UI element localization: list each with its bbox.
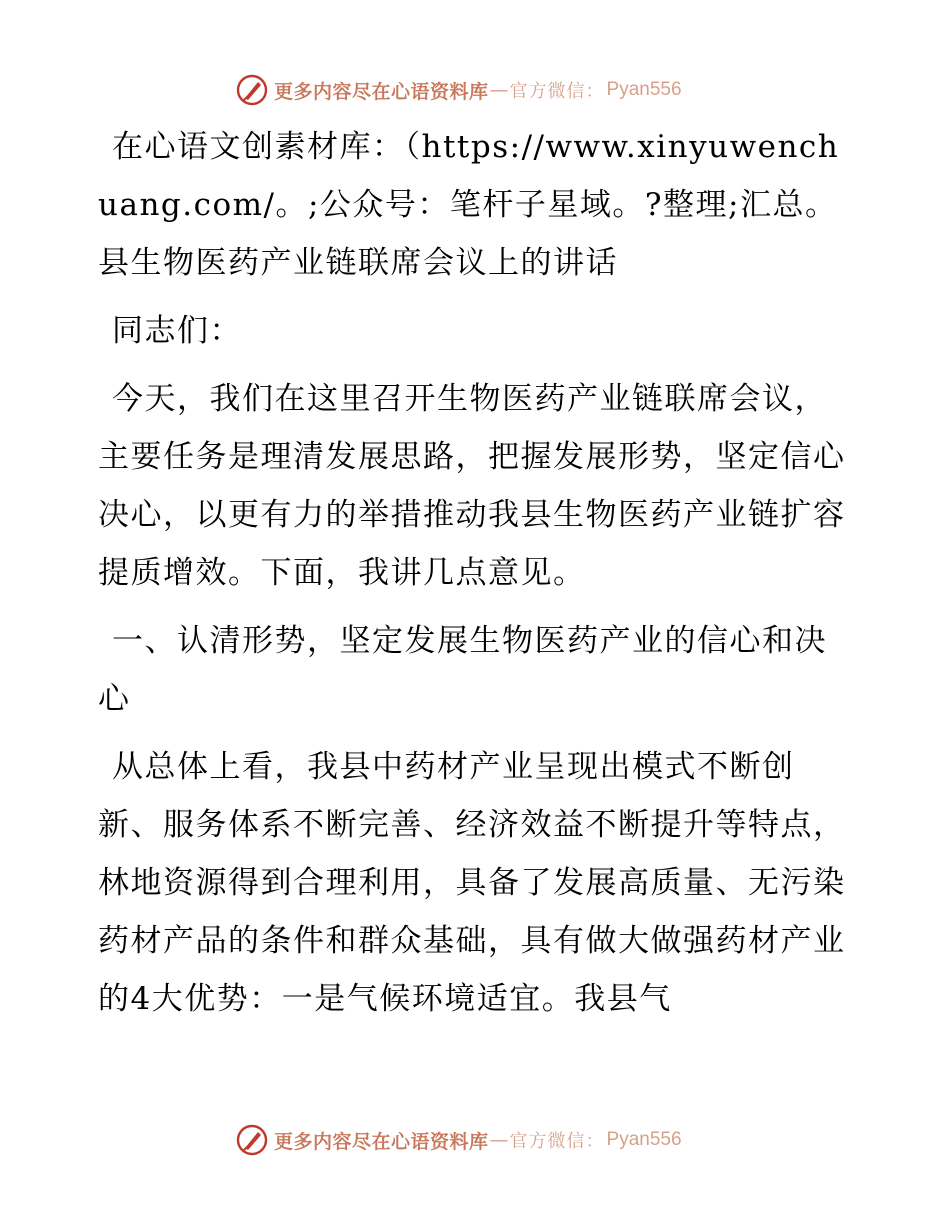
watermark-text: 更多内容尽在心语资料库 bbox=[274, 1130, 489, 1153]
section-heading: 一、认清形势，坚定发展生物医药产业的信心和决心 bbox=[98, 623, 827, 717]
document-body bbox=[98, 118, 858, 1038]
feather-pen-icon bbox=[236, 74, 268, 106]
watermark-wechat-label: 官方微信： bbox=[509, 1131, 605, 1152]
watermark-text: 更多内容尽在心语资料库 bbox=[274, 80, 489, 103]
watermark-separator: — bbox=[489, 79, 509, 101]
header-watermark bbox=[236, 72, 682, 108]
document-intro: 在心语文创素材库：（https://www.xinyuwenchuang.com/。;公众号：笔杆子星域。?整理;汇总。县生物医药产业链联席会议上的讲话 bbox=[98, 129, 840, 281]
document-greeting: 同志们： bbox=[112, 313, 242, 349]
document-paragraph: 从总体上看，我县中药材产业呈现出模式不断创新、服务体系不断完善、经济效益不断提升等特点，林地资源得到合理利用，具备了发展高质量、无污染药材产品的条件和群众基础，具有做大做强药材产业的4大优势：一是气候环境适宜。我县气 bbox=[98, 749, 846, 1017]
watermark-wechat-label: 官方微信： bbox=[509, 81, 605, 102]
watermark-wechat-id: Pyan556 bbox=[606, 1129, 682, 1150]
feather-pen-icon bbox=[236, 1124, 268, 1156]
watermark-separator: — bbox=[489, 1129, 509, 1151]
document-paragraph: 今天，我们在这里召开生物医药产业链联席会议，主要任务是理清发展思路，把握发展形势，坚定信心决心，以更有力的举措推动我县生物医药产业链扩容提质增效。下面，我讲几点意见。 bbox=[98, 381, 846, 591]
watermark-wechat-id: Pyan556 bbox=[606, 79, 682, 100]
footer-watermark bbox=[236, 1122, 682, 1158]
